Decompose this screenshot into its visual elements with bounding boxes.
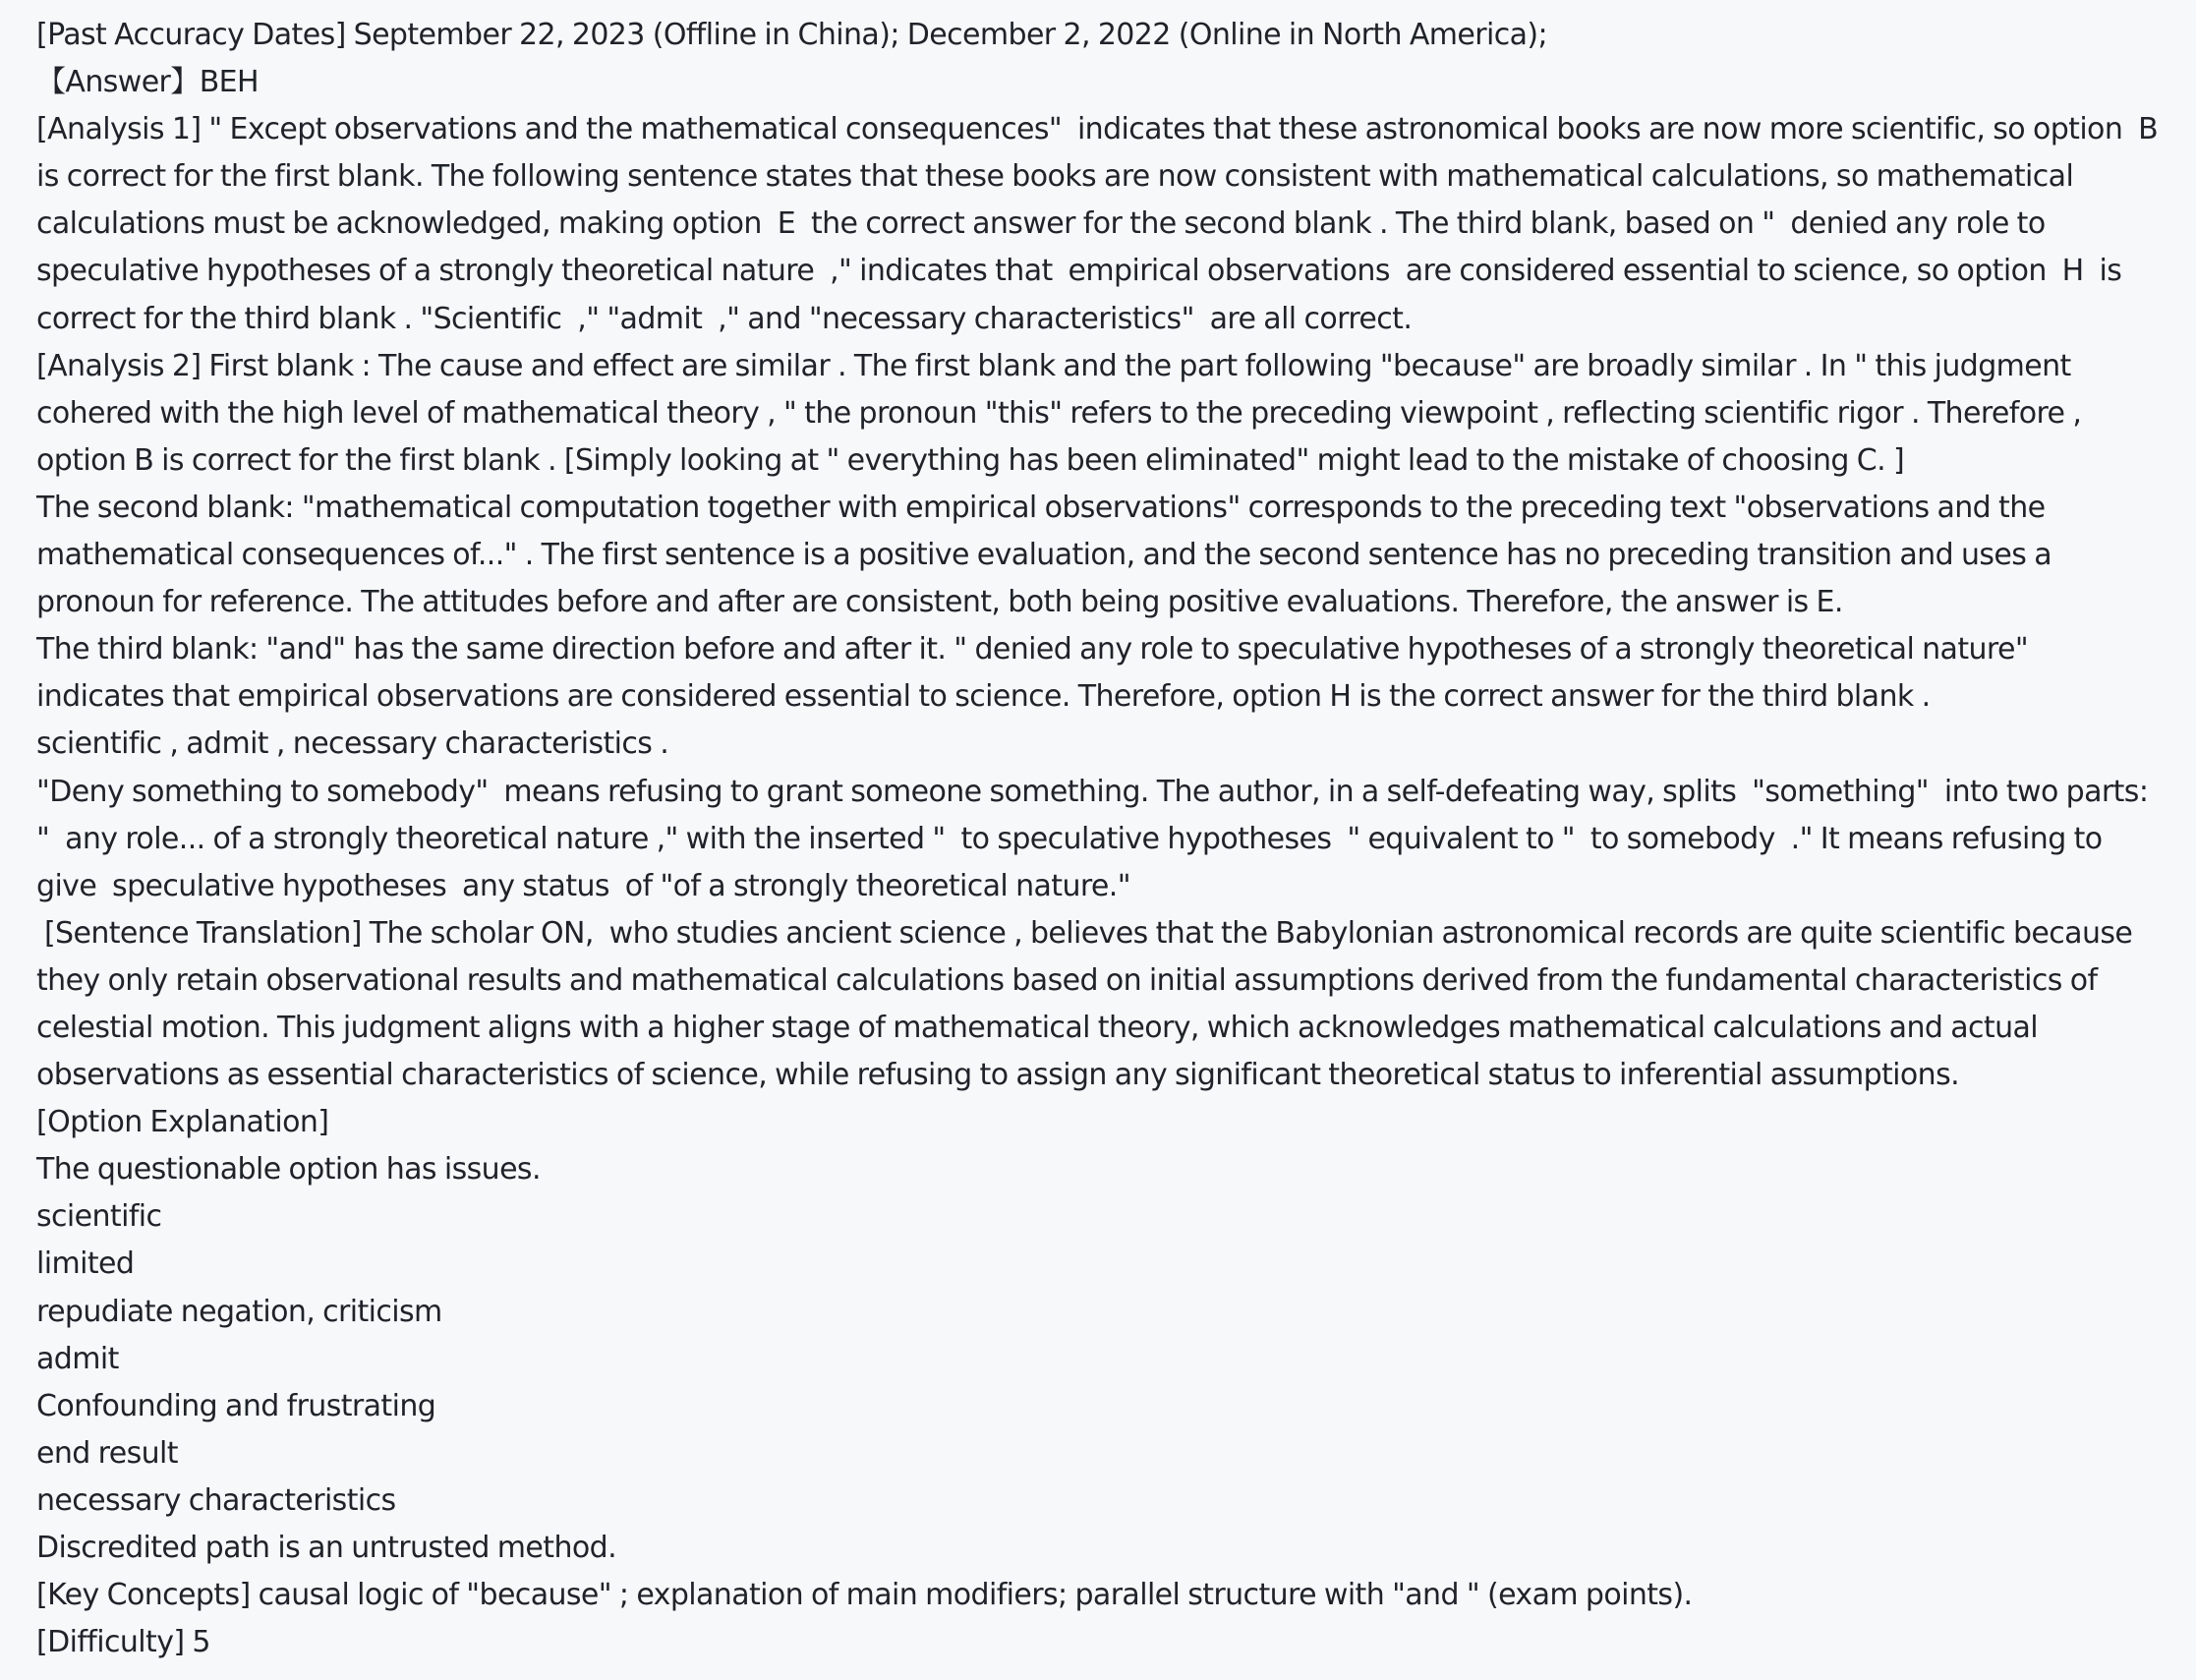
option-explanation-note: The questionable option has issues. <box>36 1152 541 1188</box>
third-blank-paragraph: The third blank: "and" has the same direction before and after it. " denied any role to speculative hypotheses of a strongly theoretical nature" indicates that empirical observations are considered essential to science. Therefore, option H is the correct answer for the third blank . <box>36 632 2036 715</box>
option-item: scientific <box>36 1199 162 1235</box>
key-concepts-line: [Key Concepts] causal logic of "because" ; explanation of main modifiers; parallel structure with "and " (exam points). <box>36 1578 1693 1613</box>
option-explanation-heading: [Option Explanation] <box>36 1105 329 1140</box>
sentence-translation-paragraph: [Sentence Translation] The scholar ON, who studies ancient science , believes that the Babylonian astronomical records are quite scientific because they only retain observational results and mathematical calculations based on initial assumptions derived from the fundamental characteristics of celestial motion. This judgment aligns with a higher stage of mathematical theory, which acknowledges mathematical calculations and actual observations as essential characteristics of science, while refusing to assign any significant theoretical status to inferential assumptions. <box>36 915 2141 1093</box>
option-item: end result <box>36 1435 178 1471</box>
analysis-2-paragraph: [Analysis 2] First blank : The cause and effect are similar . The first blank and the part following "because" are broadly similar . In " this judgment cohered with the high level of mathematical theory , " the pronoun "this" refers to the preceding viewpoint , reflecting scientific rigor . Therefore , option B is correct for the first blank . [Simply looking at " everything has been eliminated" might lead to the mistake of choosing C. ] <box>36 348 2090 478</box>
answer-line: 【Answer】BEH <box>36 65 259 100</box>
answer-explanation-document <box>36 12 2173 1666</box>
deny-explanation-paragraph: "Deny something to somebody" means refusing to grant someone something. The author, in a self-defeating way, splits "something" into two parts: " any role... of a strongly theoretical nature ," with the inserted " to speculative hypotheses " equivalent to " to somebody ." It means refusing to give speculative hypotheses any status of "of a strongly theoretical nature." <box>36 774 2157 903</box>
option-item: Confounding and frustrating <box>36 1388 436 1423</box>
option-item: repudiate negation, criticism <box>36 1294 442 1329</box>
past-accuracy-dates: [Past Accuracy Dates] September 22, 2023 (Offline in China); December 2, 2022 (Online in North America); <box>36 18 1548 52</box>
option-item: admit <box>36 1341 119 1376</box>
answer-words-line: scientific , admit , necessary characteristics . <box>36 726 669 762</box>
option-item: necessary characteristics <box>36 1482 396 1518</box>
option-item: Discredited path is an untrusted method. <box>36 1531 616 1565</box>
difficulty-line: [Difficulty] 5 <box>36 1625 210 1660</box>
second-blank-paragraph: The second blank: "mathematical computation together with empirical observations" corresponds to the preceding text "observations and the mathematical consequences of..." . The first sentence is a positive evaluation, and the second sentence has no preceding transition and uses a pronoun for reference. The attitudes before and after are consistent, both being positive evaluations. Therefore, the answer is E. <box>36 490 2059 620</box>
analysis-1-paragraph: [Analysis 1] " Except observations and the mathematical consequences" indicates that these astronomical books are now more scientific, so option B is correct for the first blank. The following sentence states that these books are now consistent with mathematical calculations, so mathematical calculations must be acknowledged, making option E the correct answer for the second blank . The third blank, based on " denied any role to speculative hypotheses of a strongly theoretical nature ," indicates that empirical observations are considered essential to science, so option H is correct for the third blank . "Scientific ," "admit ," and "necessary characteristics" are all correct. <box>36 112 2173 336</box>
option-item: limited <box>36 1246 135 1282</box>
